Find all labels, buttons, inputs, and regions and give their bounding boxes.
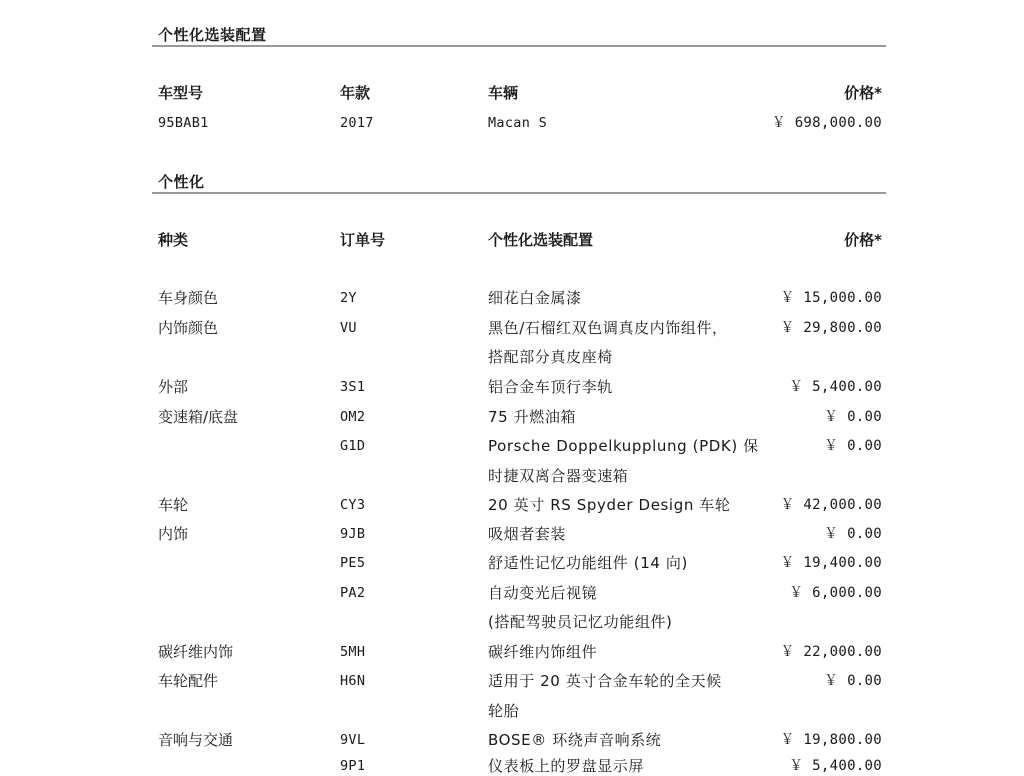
- row-price: ￥ 0.00: [824, 673, 882, 689]
- row-option-desc: 黑色/石榴红双色调真皮内饰组件，: [488, 319, 728, 337]
- row-category: 车身颜色: [158, 289, 219, 307]
- row-order-code: 3S1: [340, 379, 366, 395]
- row-category: 车轮配件: [158, 672, 219, 690]
- row-category: 内饰颜色: [158, 319, 219, 337]
- row-option-desc: 碳纤维内饰组件: [488, 643, 598, 661]
- section-divider: [152, 192, 886, 194]
- row-order-code: G1D: [340, 438, 366, 454]
- row-option-desc: 75 升燃油箱: [488, 408, 577, 426]
- row-category: 内饰: [158, 525, 189, 543]
- row-order-code: 2Y: [340, 290, 357, 306]
- section-title-personalization: 个性化: [158, 173, 205, 191]
- row-order-code: PA2: [340, 585, 366, 601]
- row-price: ￥ 5,400.00: [789, 379, 882, 395]
- row-option-desc-cont: 搭配部分真皮座椅: [488, 348, 613, 366]
- header-option: 个性化选装配置: [488, 231, 594, 249]
- header-vehicle: 车辆: [488, 84, 519, 102]
- row-order-code: OM2: [340, 409, 366, 425]
- header-year: 年款: [340, 84, 371, 102]
- year-value: 2017: [340, 115, 374, 131]
- row-order-code: 9JB: [340, 526, 366, 542]
- row-option-desc: 20 英寸 RS Spyder Design 车轮: [488, 496, 731, 514]
- row-price: ￥ 22,000.00: [780, 644, 882, 660]
- row-option-desc: 自动变光后视镜: [488, 584, 598, 602]
- header-option-price: 价格*: [844, 231, 882, 249]
- header-order-no: 订单号: [340, 231, 386, 249]
- row-option-desc: 适用于 20 英寸合金车轮的全天候: [488, 672, 722, 690]
- row-category: 碳纤维内饰: [158, 643, 234, 661]
- row-price: ￥ 19,400.00: [780, 555, 882, 571]
- row-order-code: PE5: [340, 555, 366, 571]
- row-option-desc: BOSE® 环绕声音响系统: [488, 731, 662, 749]
- row-price: ￥ 29,800.00: [780, 320, 882, 336]
- row-order-code: VU: [340, 320, 357, 336]
- row-order-code: CY3: [340, 497, 366, 513]
- section-title-options: 个性化选装配置: [158, 26, 267, 44]
- row-option-desc: 铝合金车顶行李轨: [488, 378, 613, 396]
- header-model-no: 车型号: [158, 84, 204, 102]
- row-option-desc: 舒适性记忆功能组件 (14 向): [488, 554, 688, 572]
- row-order-code: 9P1: [340, 758, 366, 774]
- row-option-desc: Porsche Doppelkupplung (PDK) 保: [488, 437, 759, 455]
- vehicle-price-value: ￥ 698,000.00: [771, 115, 882, 131]
- row-price: ￥ 42,000.00: [780, 497, 882, 513]
- row-price: ￥ 0.00: [824, 526, 882, 542]
- model-no-value: 95BAB1: [158, 115, 209, 131]
- row-option-desc: 仪表板上的罗盘显示屏: [488, 757, 645, 775]
- row-price: ￥ 15,000.00: [780, 290, 882, 306]
- row-order-code: 9VL: [340, 732, 366, 748]
- row-option-desc-cont: 时捷双离合器变速箱: [488, 467, 629, 485]
- row-order-code: H6N: [340, 673, 366, 689]
- row-category: 变速箱/底盘: [158, 408, 239, 426]
- row-option-desc-cont: 轮胎: [488, 702, 520, 720]
- row-option-desc: 吸烟者套装: [488, 525, 567, 543]
- row-category: 外部: [158, 378, 189, 396]
- section-divider: [152, 45, 886, 47]
- header-category: 种类: [158, 231, 189, 249]
- row-price: ￥ 5,400.00: [789, 758, 882, 774]
- row-price: ￥ 0.00: [824, 438, 882, 454]
- row-order-code: 5MH: [340, 644, 366, 660]
- vehicle-value: Macan S: [488, 115, 547, 131]
- header-price: 价格*: [844, 84, 882, 102]
- row-price: ￥ 0.00: [824, 409, 882, 425]
- row-price: ￥ 19,800.00: [780, 732, 882, 748]
- row-category: 音响与交通: [158, 731, 234, 749]
- row-option-desc-cont: (搭配驾驶员记忆功能组件): [488, 613, 673, 631]
- row-price: ￥ 6,000.00: [789, 585, 882, 601]
- row-option-desc: 细花白金属漆: [488, 289, 582, 307]
- row-category: 车轮: [158, 496, 189, 514]
